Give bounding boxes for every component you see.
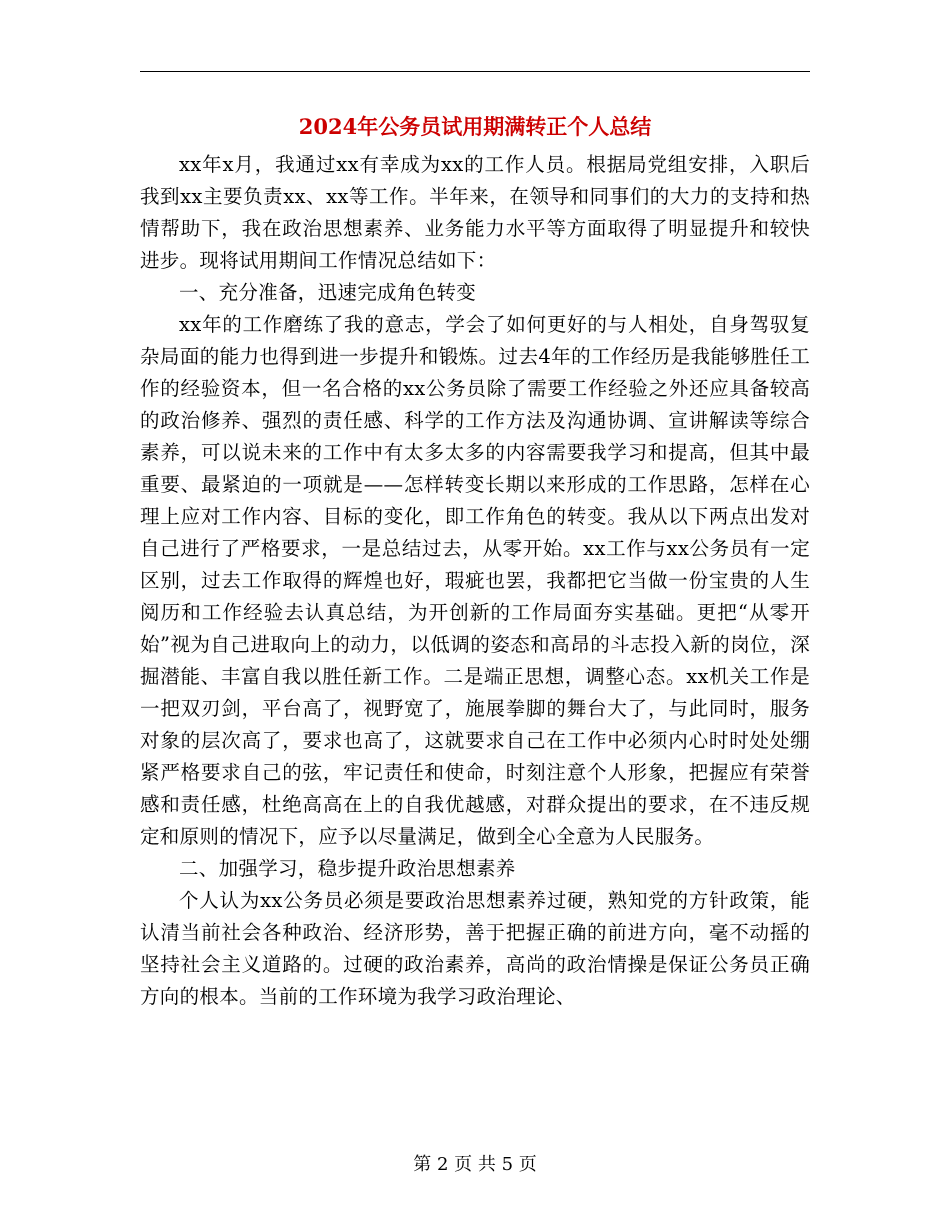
document-title: 2024年公务员试用期满转正个人总结 <box>298 114 652 139</box>
section-heading-2: 二、加强学习，稳步提升政治思想素养 <box>179 857 516 880</box>
section-2-paragraph: 个人认为xx公务员必须是要政治思想素养过硬，熟知党的方针政策，能认清当前社会各种政治、经济形势，善于把握正确的前进方向，毫不动摇的坚持社会主义道路的。过硬的政治素养，高尚的政治情操是保证公务员正确方向的根本。当前的工作环境为我学习政治理论、 <box>140 889 810 1008</box>
section-heading-1: 一、充分准备，迅速完成角色转变 <box>179 281 477 304</box>
section-1-paragraph: xx年的工作磨练了我的意志，学会了如何更好的与人相处，自身驾驭复杂局面的能力也得到进一步提升和锻炼。过去4年的工作经历是我能够胜任工作的经验资本，但一名合格的xx公务员除了需要工作经验之外还应具备较高的政治修养、强烈的责任感、科学的工作方法及沟通协调、宣讲解读等综合素养，可以说未来的工作中有太多太多的内容需要我学习和提高，但其中最重要、最紧迫的一项就是——怎样转变长期以来形成的工作思路，怎样在心理上应对工作内容、目标的变化，即工作角色的转变。我从以下两点出发对自己进行了严格要求，一是总结过去，从零开始。xx工作与xx公务员有一定区别，过去工作取得的辉煌也好，瑕疵也罢，我都把它当做一份宝贵的人生阅历和工作经验去认真总结，为开创新的工作局面夯实基础。更把“从零开始”视为自己进取向上的动力，以低调的姿态和高昂的斗志投入新的岗位，深掘潜能、丰富自我以胜任新工作。二是端正思想，调整心态。xx机关工作是一把双刃剑，平台高了，视野宽了，施展拳脚的舞台大了，与此同时，服务对象的层次高了，要求也高了，这就要求自己在工作中必须内心时时处处绷紧严格要求自己的弦，牢记责任和使命，时刻注意个人形象，把握应有荣誉感和责任感，杜绝高高在上的自我优越感，对群众提出的要求，在不违反规定和原则的情况下，应予以尽量满足，做到全心全意为人民服务。 <box>140 313 810 848</box>
page-number-footer: 第 2 页 共 5 页 <box>413 1154 537 1175</box>
intro-paragraph: xx年x月，我通过xx有幸成为xx的工作人员。根据局党组安排，入职后我到xx主要负责xx、xx等工作。半年来，在领导和同事们的大力的支持和热情帮助下，我在政治思想素养、业务能力水平等方面取得了明显提升和较快进步。现将试用期间工作情况总结如下： <box>140 153 810 272</box>
header-rule <box>140 71 810 72</box>
document-body <box>140 149 810 1013</box>
